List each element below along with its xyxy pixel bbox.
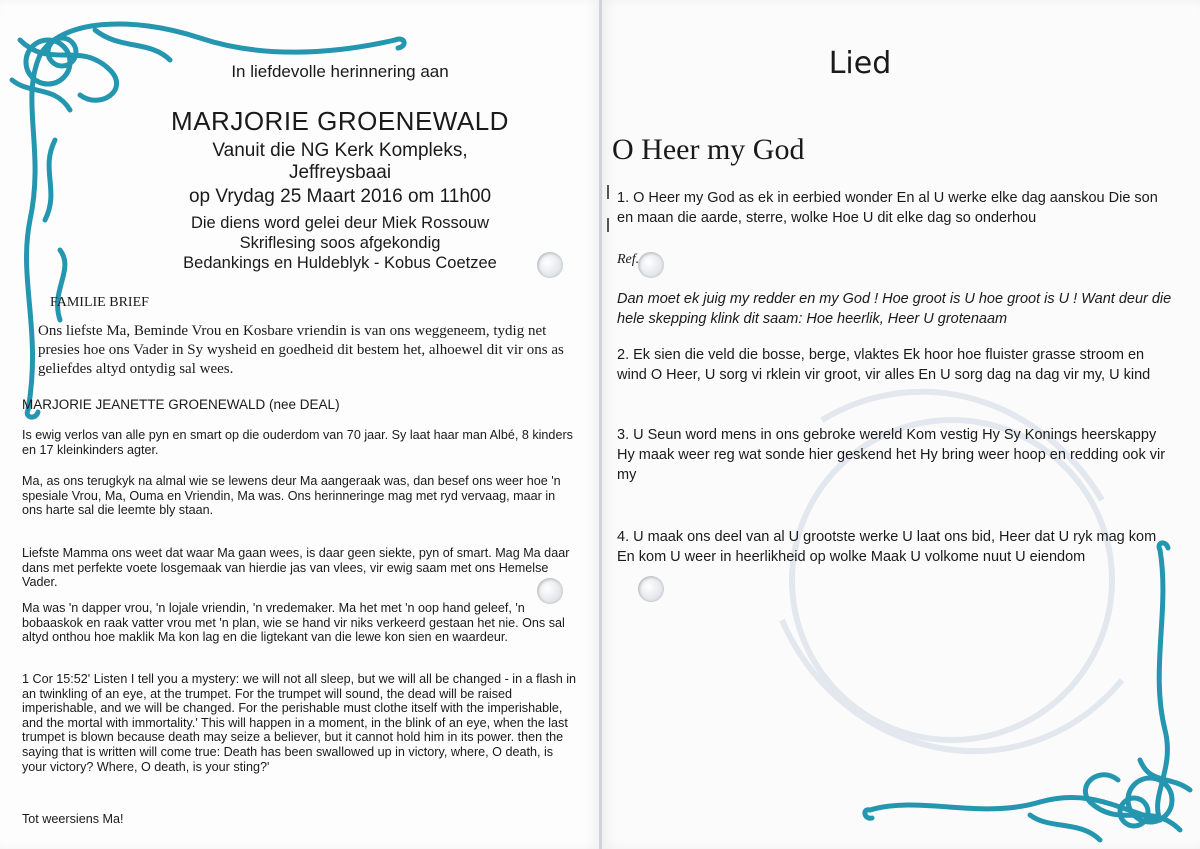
scripture-reading: Skriflesing soos afgekondig <box>239 234 441 252</box>
memorial-intro: In liefdevolle herinnering aan <box>231 62 449 81</box>
edge-mark <box>607 218 609 232</box>
song-verse: 3. U Seun word mens in ons gebroke wereld Kom vestig Hy Sy Konings heerskappy Hy maak weer reg wat sonde hier geskend het Hy bring weer hoop en redding ook vir my <box>617 427 1166 483</box>
family-letter-heading: FAMILIE BRIEF <box>50 295 149 310</box>
song-section-title: Lied <box>828 46 892 81</box>
family-letter-text: Ons liefste Ma, Beminde Vrou en Kosbare vriendin is van ons weggeneem, tydig net presies hoe ons Vader in Sy wysheid en goedheid dit bestem het, alhoewel dit vir ons as geliefdes altyd ontydig sal wees. <box>38 323 564 377</box>
thanks-and-tribute: Bedankings en Huldeblyk - Kobus Coetzee <box>183 254 497 272</box>
obituary-paragraph: Liefste Mamma ons weet dat waar Ma gaan wees, is daar geen siekte, pyn of smart. Mag Ma daar dans met perfekte voete losgemaak van hierdie jas van vlees, vir ewig saam met ons Hemelse Vader. <box>22 546 570 590</box>
punch-hole <box>638 252 664 278</box>
song-verse: 4. U maak ons deel van al U grootste werke U laat ons bid, Heer dat U ryk mag kom En kom U weer in heerlikheid op wolke Maak U volkome nuut U eiendom <box>617 529 1157 565</box>
punch-hole <box>537 578 563 604</box>
song-verse: 2. Ek sien die veld die bosse, berge, vlaktes Ek hoor hoe fluister grasse stroom en wind O Heer, U sorg vi rklein vir groot, vir alles En U sorg dag na dag vir my, U kind <box>617 347 1151 383</box>
farewell-line: Tot weersiens Ma! <box>22 812 124 826</box>
song-refrain: Dan moet ek juig my redder en my God ! Hoe groot is U hoe groot is U ! Want deur die hele skepping klink dit saam: Hoe heerlik, Heer U grotenaam <box>617 291 1172 327</box>
punch-hole <box>638 576 664 602</box>
celtic-corner-ornament-icon <box>860 540 1200 849</box>
full-name: MARJORIE JEANETTE GROENEWALD (nee DEAL) <box>22 397 340 412</box>
service-leader: Die diens word gelei deur Miek Rossouw <box>190 214 490 232</box>
song-title: O Heer my God <box>612 133 805 166</box>
edge-mark <box>607 185 609 199</box>
punch-hole <box>537 252 563 278</box>
obituary-paragraph: Ma was 'n dapper vrou, 'n lojale vriendin, 'n vredemaker. Ma het met 'n oop hand geleef, 'n bobaaskok en raak vatter vrou met 'n plan, wie se hand vir niks verkeerd gestaan het nie. Ons sal altyd onthou hoe maklik Ma kon lag en die ligtekant van die lewe kon sien en waardeur. <box>22 601 565 645</box>
song-verse: 1. O Heer my God as ek in eerbied wonder En al U werke elke dag aanskou Die son en maan die aarde, sterre, wolke Hoe U dit elke dag so onderhou <box>617 190 1158 226</box>
venue-line: Vanuit die NG Kerk Kompleks, <box>212 140 468 161</box>
service-date: op Vrydag 25 Maart 2016 om 11h00 <box>188 186 492 207</box>
obituary-paragraph: Is ewig verlos van alle pyn en smart op die ouderdom van 70 jaar. Sy laat haar man Albé, 8 kinders en 17 kleinkinders agter. <box>22 428 573 457</box>
deceased-name: MARJORIE GROENEWALD <box>171 106 509 136</box>
venue-town: Jeffreysbaai <box>288 162 392 183</box>
scripture-paragraph: 1 Cor 15:52' Listen I tell you a mystery: we will not all sleep, but we will all be changed - in a flash in an twinkling of an eye, at the trumpet. For the trumpet will sound, the dead will be raised imperishable, and we will be changed. For the perishable must clothe itself with the imperishable, and the mortal with immortality.' This will happen in a moment, in the blink of an eye, when the last trumpet is blown because death may seize a believer, but it cannot hold him in its power. then the saying that is written will come true: Death has been swallowed up in victory, where, O death, is your victory? Where, O death, is your sting?' <box>22 672 577 774</box>
obituary-paragraph: Ma, as ons terugkyk na almal wie se lewens deur Ma aangeraak was, dan besef ons weer hoe 'n spesiale Vrou, Ma, Ouma en Vriendin, Ma was. Ons herinneringe mag met ryd vervaag, maar in ons harte sal die leemte bly staan. <box>22 474 561 518</box>
refrain-label: Ref. <box>617 252 640 267</box>
